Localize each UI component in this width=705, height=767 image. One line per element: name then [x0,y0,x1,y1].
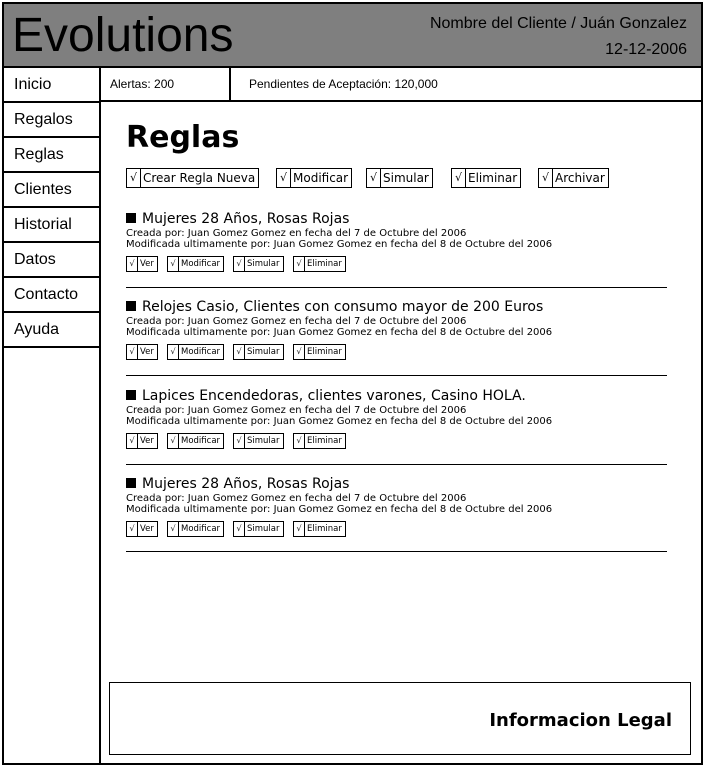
simulate-rule-button[interactable] [233,344,284,360]
rule-actions [126,344,666,360]
check-icon: √ [127,257,138,271]
pending-count[interactable]: Pendientes de Aceptación: 120,000 [249,77,438,91]
rule-modified: Modificada ultimamente por: Juan Gomez Gomez en fecha del 8 de Octubre del 2006 [126,416,553,427]
rule-item [126,210,666,272]
rule-title-text: Mujeres 28 Años, Rosas Rojas [142,476,350,492]
check-icon: √ [127,169,141,187]
sidebar-item-ayuda[interactable]: Ayuda [4,313,99,348]
modify-label: Modificar [181,436,221,446]
rule-modified: Modificada ultimamente por: Juan Gomez Gomez en fecha del 8 de Octubre del 2006 [126,504,553,515]
sidebar-item-historial[interactable]: Historial [4,208,99,243]
rule-created: Creada por: Juan Gomez Gomez en fecha del 7 de Octubre del 2006 [126,493,467,504]
check-icon: √ [127,434,138,448]
simulate-label: Simular [247,347,280,357]
simulate-rule-button[interactable] [233,256,284,272]
bullet-square-icon [126,213,136,223]
delete-label: Eliminar [307,436,342,446]
check-icon: √ [277,169,291,187]
app-title: Evolutions [12,9,234,62]
archive-button[interactable] [538,168,609,188]
delete-rule-button[interactable] [293,256,346,272]
view-button[interactable] [126,344,158,360]
delete-label: Eliminar [307,259,342,269]
check-icon: √ [294,522,305,536]
modify-label: Modificar [181,347,221,357]
delete-button[interactable] [451,168,521,188]
check-icon: √ [367,169,381,187]
check-icon: √ [168,345,179,359]
legal-info-box [109,682,691,755]
modify-label: Modificar [293,171,349,185]
sidebar-item-reglas[interactable]: Reglas [4,138,99,173]
rule-created: Creada por: Juan Gomez Gomez en fecha del 7 de Octubre del 2006 [126,316,467,327]
bullet-square-icon [126,390,136,400]
rule-title-text: Lapices Encendedoras, clientes varones, Casino HOLA. [142,388,526,404]
simulate-rule-button[interactable] [233,433,284,449]
status-bar [101,68,701,102]
view-label: Ver [140,524,154,534]
main-content [101,102,701,765]
check-icon: √ [168,434,179,448]
modify-button[interactable] [276,168,352,188]
rule-created: Creada por: Juan Gomez Gomez en fecha del 7 de Octubre del 2006 [126,228,467,239]
app-frame [2,2,703,765]
view-label: Ver [140,259,154,269]
simulate-label: Simular [247,524,280,534]
check-icon: √ [294,434,305,448]
view-button[interactable] [126,433,158,449]
alerts-count[interactable]: Alertas: 200 [101,68,231,100]
simulate-label: Simular [247,259,280,269]
rule-title-text: Relojes Casio, Clientes con consumo mayor de 200 Euros [142,299,544,315]
modify-rule-button[interactable] [167,344,224,360]
rule-item [126,298,666,360]
check-icon: √ [234,434,245,448]
legal-info-link[interactable]: Informacion Legal [489,710,672,731]
check-icon: √ [539,169,553,187]
delete-rule-button[interactable] [293,344,346,360]
sidebar-item-datos[interactable]: Datos [4,243,99,278]
check-icon: √ [127,522,138,536]
modify-label: Modificar [181,524,221,534]
sidebar-nav [4,68,101,765]
check-icon: √ [234,522,245,536]
rule-title[interactable] [126,387,666,405]
bullet-square-icon [126,301,136,311]
check-icon: √ [168,257,179,271]
rule-divider [126,287,667,288]
view-button[interactable] [126,521,158,537]
create-rule-button[interactable] [126,168,259,188]
rule-item [126,475,666,537]
header-date: 12-12-2006 [605,41,687,58]
sidebar-item-contacto[interactable]: Contacto [4,278,99,313]
rule-title[interactable] [126,475,666,493]
delete-label: Eliminar [468,171,518,185]
check-icon: √ [234,345,245,359]
sidebar-item-clientes[interactable]: Clientes [4,173,99,208]
client-name: Nombre del Cliente / Juán Gonzalez [429,15,687,32]
view-label: Ver [140,436,154,446]
page-title: Reglas [126,120,240,155]
delete-rule-button[interactable] [293,521,346,537]
rule-modified: Modificada ultimamente por: Juan Gomez Gomez en fecha del 8 de Octubre del 2006 [126,239,553,250]
modify-rule-button[interactable] [167,433,224,449]
rule-item [126,387,666,449]
rule-divider [126,551,667,552]
simulate-label: Simular [247,436,280,446]
modify-rule-button[interactable] [167,256,224,272]
modify-label: Modificar [181,259,221,269]
rule-actions [126,521,666,537]
bullet-square-icon [126,478,136,488]
create-rule-label: Crear Regla Nueva [143,171,256,185]
rule-actions [126,256,666,272]
check-icon: √ [294,345,305,359]
delete-label: Eliminar [307,524,342,534]
modify-rule-button[interactable] [167,521,224,537]
rule-title[interactable] [126,298,666,316]
rule-actions [126,433,666,449]
rule-modified: Modificada ultimamente por: Juan Gomez Gomez en fecha del 8 de Octubre del 2006 [126,327,553,338]
view-label: Ver [140,347,154,357]
rule-divider [126,464,667,465]
check-icon: √ [294,257,305,271]
rule-title[interactable] [126,210,666,228]
simulate-button[interactable] [366,168,433,188]
check-icon: √ [168,522,179,536]
rule-divider [126,375,667,376]
archive-label: Archivar [555,171,605,185]
header [4,4,701,68]
check-icon: √ [452,169,466,187]
sidebar-item-inicio[interactable]: Inicio [4,68,99,103]
delete-rule-button[interactable] [293,433,346,449]
delete-label: Eliminar [307,347,342,357]
rule-created: Creada por: Juan Gomez Gomez en fecha del 7 de Octubre del 2006 [126,405,467,416]
simulate-label: Simular [383,171,429,185]
view-button[interactable] [126,256,158,272]
sidebar-item-regalos[interactable]: Regalos [4,103,99,138]
check-icon: √ [127,345,138,359]
check-icon: √ [234,257,245,271]
rule-title-text: Mujeres 28 Años, Rosas Rojas [142,211,350,227]
simulate-rule-button[interactable] [233,521,284,537]
